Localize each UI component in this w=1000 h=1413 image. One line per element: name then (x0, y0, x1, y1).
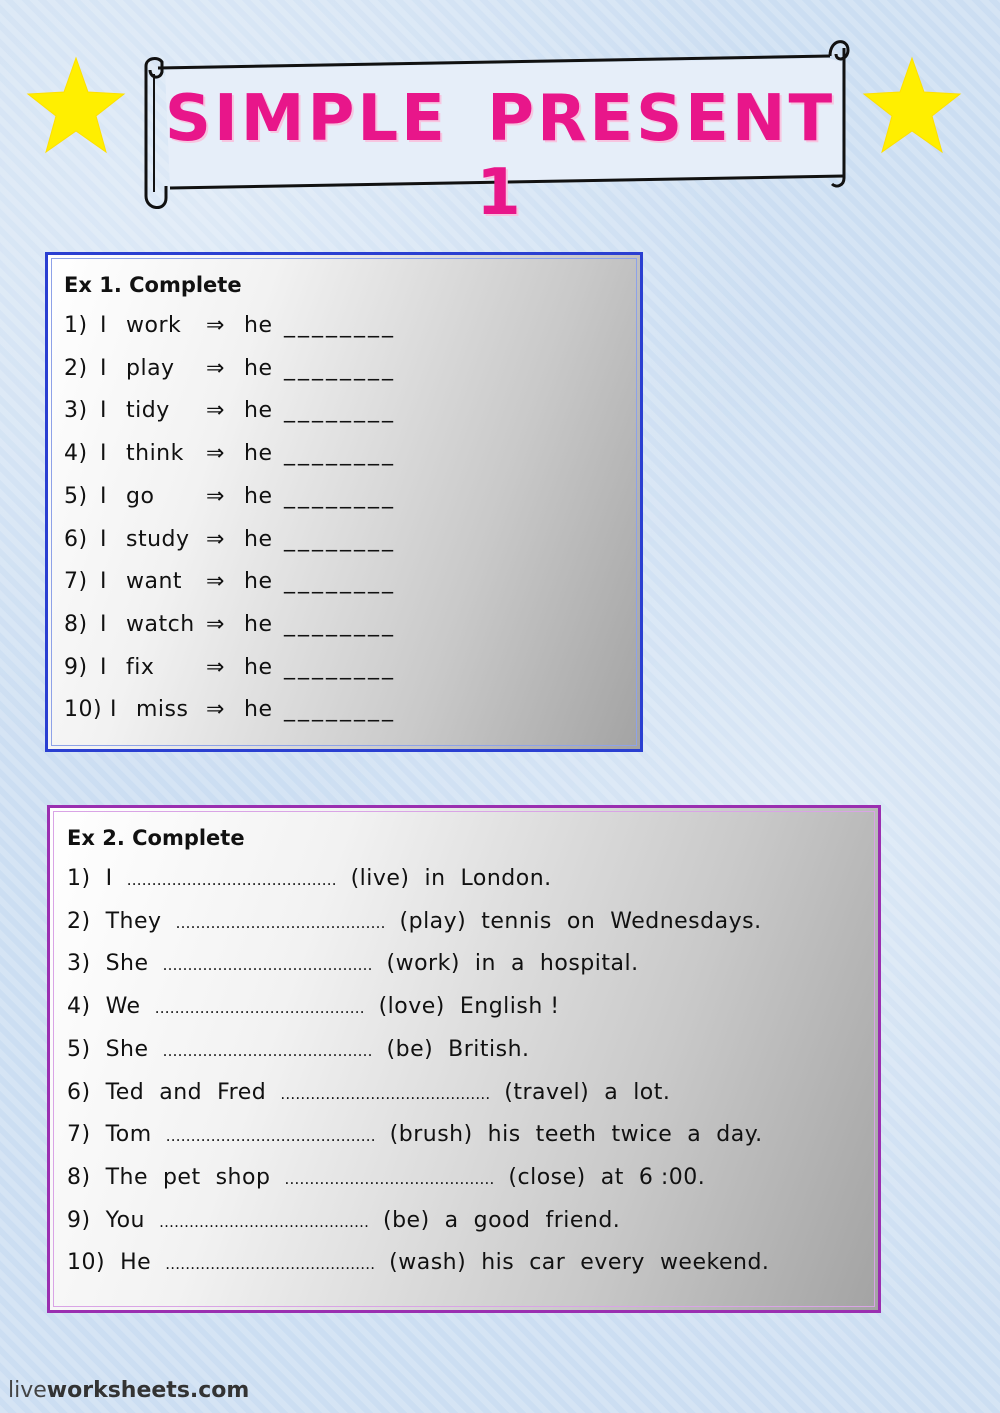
item-number: 5) (64, 483, 88, 509)
exercise-1-header: Ex 1. Complete (64, 273, 242, 297)
item-prompt: (be) British. (386, 1036, 530, 1062)
answer-blank[interactable]: …………………………………… (162, 1041, 373, 1060)
arrow-icon: ⇒ (206, 697, 225, 723)
item-number: 4) (64, 441, 88, 467)
arrow-icon: ⇒ (206, 611, 225, 637)
item-number: 8) (64, 611, 88, 637)
exercise-1-item (48, 569, 638, 601)
exercise-1-box (45, 252, 643, 752)
exercise-2-item (67, 1080, 670, 1105)
answer-blank[interactable]: …………………………………… (284, 1169, 495, 1188)
item-prompt: (play) tennis on Wednesdays. (399, 908, 762, 934)
item-verb: work (126, 313, 182, 338)
item-verb: want (126, 569, 183, 595)
exercise-1-item (48, 655, 638, 687)
item-pronoun: I (100, 398, 107, 424)
item-verb: tidy (126, 398, 170, 424)
item-subject: he (244, 654, 273, 680)
item-subject: he (244, 398, 273, 424)
item-subject: he (244, 483, 273, 509)
exercise-2-item (67, 1122, 763, 1147)
item-pronoun: I (100, 355, 107, 381)
item-number: 10) (64, 697, 103, 723)
item-pronoun: I (100, 569, 107, 595)
exercise-1-item (48, 313, 638, 345)
exercise-1-item (48, 356, 638, 388)
item-subject: he (244, 313, 273, 338)
exercise-2-item (67, 1208, 620, 1233)
exercise-1-item (48, 527, 638, 559)
item-number: 6) (64, 526, 88, 552)
arrow-icon: ⇒ (206, 569, 225, 595)
arrow-icon: ⇒ (206, 313, 225, 338)
exercise-1-item (48, 398, 638, 430)
item-verb: go (126, 483, 155, 509)
arrow-icon: ⇒ (206, 398, 225, 424)
item-number: 9) (64, 654, 88, 680)
answer-blank[interactable]: ________ (284, 398, 396, 424)
arrow-icon: ⇒ (206, 441, 225, 467)
footer-brand-name: worksheets.com (46, 1378, 250, 1403)
answer-blank[interactable]: ________ (284, 441, 396, 467)
item-subject: 6) Ted and Fred (67, 1079, 267, 1105)
answer-blank[interactable]: …………………………………… (165, 1127, 376, 1146)
exercise-2-item (67, 1165, 705, 1190)
exercise-2-item (67, 1250, 769, 1275)
arrow-icon: ⇒ (206, 526, 225, 552)
exercise-2-item (67, 866, 552, 891)
item-subject: 8) The pet shop (67, 1164, 271, 1190)
item-subject: 4) We (67, 994, 141, 1020)
item-pronoun: I (100, 441, 107, 467)
answer-blank[interactable]: ________ (284, 313, 396, 338)
answer-blank[interactable]: …………………………………… (162, 956, 373, 975)
item-subject: 5) She (67, 1036, 149, 1062)
item-subject: 1) I (67, 866, 113, 891)
exercise-2-header: Ex 2. Complete (67, 826, 245, 850)
exercise-1-item (48, 484, 638, 516)
item-pronoun: I (110, 697, 117, 723)
answer-blank[interactable]: …………………………………… (126, 871, 337, 889)
item-subject: he (244, 569, 273, 595)
item-subject: 7) Tom (67, 1122, 152, 1148)
item-pronoun: I (100, 313, 107, 338)
item-number: 3) (64, 398, 88, 424)
item-number: 1) (64, 313, 88, 338)
item-subject: he (244, 355, 273, 381)
item-verb: miss (136, 697, 189, 723)
arrow-icon: ⇒ (206, 355, 225, 381)
item-subject: 3) She (67, 951, 149, 977)
item-subject: 9) You (67, 1207, 145, 1233)
item-pronoun: I (100, 483, 107, 509)
item-prompt: (live) in London. (350, 866, 552, 891)
exercise-1-item (48, 612, 638, 644)
arrow-icon: ⇒ (206, 654, 225, 680)
item-prompt: (love) English ! (378, 994, 560, 1020)
item-subject: he (244, 441, 273, 467)
exercise-2-item (67, 1037, 530, 1062)
exercise-1-item (48, 441, 638, 473)
answer-blank[interactable]: …………………………………… (159, 1212, 369, 1231)
item-number: 2) (64, 355, 88, 381)
exercise-1-item (48, 697, 638, 729)
item-subject: he (244, 526, 273, 552)
item-pronoun: I (100, 611, 107, 637)
item-subject: 2) They (67, 908, 162, 934)
exercise-2-item (67, 909, 762, 934)
item-prompt: (brush) his teeth twice a day. (389, 1122, 763, 1148)
arrow-icon: ⇒ (206, 483, 225, 509)
answer-blank[interactable]: …………………………………… (280, 1084, 491, 1103)
item-prompt: (work) in a hospital. (386, 951, 639, 977)
item-prompt: (travel) a lot. (504, 1079, 671, 1105)
item-subject: 10) He (67, 1250, 152, 1276)
answer-blank[interactable]: ________ (284, 483, 396, 509)
item-verb: play (126, 355, 175, 381)
answer-blank[interactable]: ________ (284, 569, 396, 595)
item-pronoun: I (100, 526, 107, 552)
item-verb: fix (126, 654, 155, 680)
item-prompt: (close) at 6 :00. (508, 1164, 706, 1190)
answer-blank[interactable]: …………………………………… (154, 999, 365, 1018)
answer-blank[interactable]: …………………………………… (165, 1255, 376, 1274)
item-pronoun: I (100, 654, 107, 680)
page-title: SIMPLE PRESENT 1 (164, 82, 836, 230)
star-icon (864, 58, 960, 152)
footer-prefix: live (8, 1378, 47, 1403)
item-prompt: (wash) his car every weekend. (389, 1250, 770, 1276)
answer-blank[interactable]: ________ (284, 611, 396, 637)
answer-blank[interactable]: ________ (284, 697, 396, 723)
answer-blank[interactable]: …………………………………… (175, 913, 386, 932)
exercise-2-item (67, 951, 639, 976)
answer-blank[interactable]: ________ (284, 355, 396, 381)
exercise-2-box (47, 805, 881, 1313)
footer-brand (8, 1378, 249, 1403)
answer-blank[interactable]: ________ (284, 526, 396, 552)
star-icon (28, 58, 124, 152)
item-number: 7) (64, 569, 88, 595)
item-verb: study (126, 526, 190, 552)
exercise-2-item (67, 994, 560, 1019)
answer-blank[interactable]: ________ (284, 654, 396, 680)
item-subject: he (244, 611, 273, 637)
item-subject: he (244, 697, 273, 723)
item-verb: think (126, 441, 184, 467)
item-prompt: (be) a good friend. (383, 1207, 621, 1233)
item-verb: watch (126, 611, 195, 637)
